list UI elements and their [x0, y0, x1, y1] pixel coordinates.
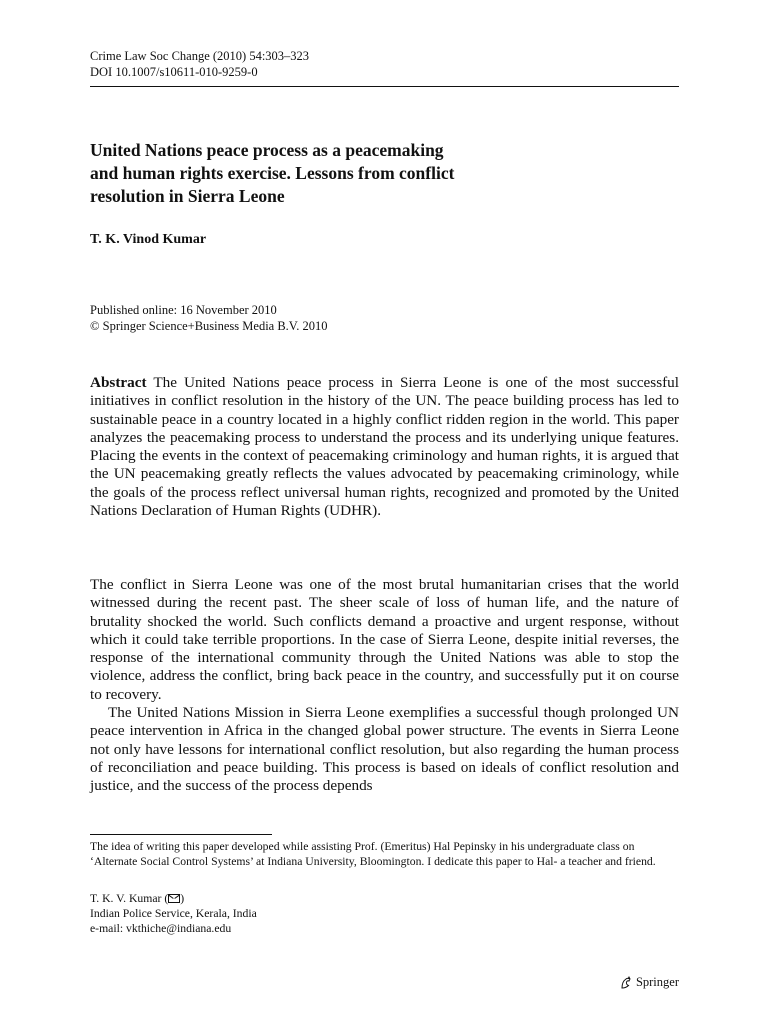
- journal-header: [90, 48, 309, 80]
- header-rule: [90, 86, 679, 87]
- body-text: [90, 576, 679, 796]
- title-line: United Nations peace process as a peacemaking: [90, 140, 444, 160]
- publisher-name: Springer: [635, 975, 679, 989]
- corresponding-author: [90, 891, 257, 906]
- author-name: T. K. Vinod Kumar: [90, 232, 207, 247]
- abstract-label: Abstract: [90, 374, 147, 391]
- publication-info: [90, 302, 327, 334]
- article-title: [90, 139, 610, 208]
- doi-line: DOI 10.1007/s10611-010-9259-0: [90, 65, 258, 79]
- footnote: The idea of writing this paper developed while assisting Prof. (Emeritus) Hal Pepinsky in his undergraduate class on ‘Alternate Social Control Systems’ at Indiana University, Bloomington. I dedicate this paper to Hal- a teacher and friend.: [90, 840, 656, 868]
- title-line: resolution in Sierra Leone: [90, 186, 285, 206]
- body-paragraph: The United Nations Mission in Sierra Leone exemplifies a successful though prolonged UN peace intervention in Africa in the changed global power structure. The events in Sierra Leone not only have lessons for international conflict resolution, but also regarding the human process of reconciliation and peace building. This process is based on ideals of conflict resolution and justice, and the success of the process depends: [90, 704, 679, 795]
- email-address: e-mail: vkthiche@indiana.edu: [90, 922, 232, 935]
- footnote-rule: [90, 834, 272, 835]
- copyright-line: © Springer Science+Business Media B.V. 2010: [90, 319, 328, 333]
- author-affiliation: [90, 891, 257, 936]
- title-line: and human rights exercise. Lessons from conflict: [90, 163, 455, 183]
- springer-horse-icon: [619, 976, 633, 990]
- organization: Indian Police Service, Kerala, India: [90, 907, 257, 920]
- author-name-close: ): [180, 892, 185, 905]
- publisher-logo: [619, 975, 679, 990]
- author-short-name: T. K. V. Kumar (: [90, 892, 169, 905]
- abstract-text: The United Nations peace process in Sierra Leone is one of the most successful initiatives in conflict resolution in the history of the UN. The peace building process has led to sustainable peace in a country located in a highly conflict ridden region in the world. This paper analyzes the peacemaking process to understand the process and its underlying unique features. Placing the events in the context of peacemaking criminology and human rights, it is argued that the UN peacemaking greatly reflects the values advocated by peacemaking criminology, while the goals of the process reflect universal human rights, recognized and promoted by the United Nations Declaration of Human Rights (UDHR).: [90, 374, 679, 520]
- paper-page: [90, 0, 679, 1024]
- published-date: Published online: 16 November 2010: [90, 303, 277, 317]
- journal-citation: Crime Law Soc Change (2010) 54:303–323: [90, 49, 310, 63]
- abstract: [90, 374, 679, 520]
- envelope-icon: [168, 894, 180, 903]
- body-paragraph: The conflict in Sierra Leone was one of the most brutal humanitarian crises that the world witnessed during the recent past. The sheer scale of loss of human life, and the nature of brutality shocked the world. Such conflicts demand a proactive and urgent response, without which it could take terrible proportions. In the case of Sierra Leone, despite initial reverses, the response of the international community through the United Nations was able to stop the violence, address the conflict, bring back peace in the country, and successfully put it on course to recovery.: [90, 576, 679, 703]
